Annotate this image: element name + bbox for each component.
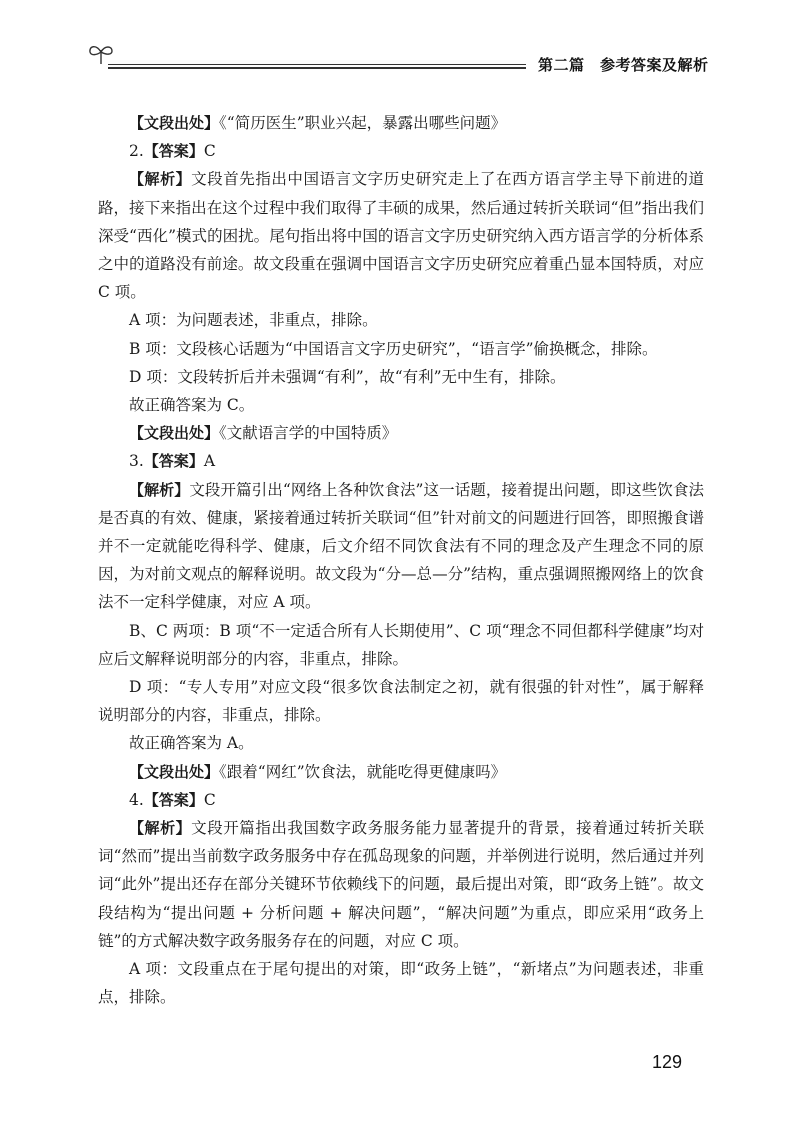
option-paragraph: B 项：文段核心话题为“中国语言文字历史研究”，“语言学”偷换概念，排除。: [129, 339, 658, 358]
answer-paragraph: 2.【答案】C: [129, 142, 216, 161]
option-paragraph: A 项：为问题表述，非重点，排除。: [129, 311, 378, 330]
conclusion-paragraph: 故正确答案为 C。: [129, 396, 255, 415]
sprout-icon: [86, 40, 116, 66]
analysis-paragraph: 【解析】文段开篇引出“网络上各种饮食法”这一话题，接着提出问题，即这些饮食法是否真的有效、健康，紧接着通过转折关联词“但”针对前文的问题进行回答，即照搬食谱并不一定就能吃得科学、健康，后文介绍不同饮食法有不同的理念及产生理念不同的原因，为对前文观点的解释说明。故文段为“分—总—分”结构，重点强调照搬网络上的饮食法不一定科学健康，对应 A 项。: [98, 480, 704, 612]
answer-paragraph: 4.【答案】C: [129, 790, 216, 809]
source-paragraph: 【文段出处】《“简历医生”职业兴起，暴露出哪些问题》: [129, 114, 507, 132]
header-rule-thick: [108, 67, 526, 69]
source-paragraph: 【文段出处】《文献语言学的中国特质》: [129, 424, 398, 443]
option-paragraph: A 项：文段重点在于尾句提出的对策，即“政务上链”，“新堵点”为问题表述，非重点，排除。: [98, 960, 704, 1007]
analysis-paragraph: 【解析】文段开篇指出我国数字政务服务能力显著提升的背景，接着通过转折关联词“然而”提出当前数字政务服务中存在孤岛现象的问题，并举例进行说明，然后通过并列词“此外”提出还存在部分关键环节依赖线下的问题，最后提出对策，即“政务上链”。故文段结构为“提出问题 + 分析问题 + 解决问题”，“解决问题”为重点，即应采用“政务上链”的方式解决数字政务服务存在的问题，对应 C 项。: [98, 819, 704, 950]
conclusion-paragraph: 故正确答案为 A。: [129, 734, 254, 753]
answer-paragraph: 3.【答案】A: [129, 452, 216, 471]
page-number: 129: [652, 1052, 683, 1072]
header-rule: [108, 64, 526, 65]
answer-content: [98, 109, 704, 1012]
section-title: 第二篇 参考答案及解析: [538, 56, 709, 74]
analysis-paragraph: 【解析】文段首先指出中国语言文字历史研究走上了在西方语言学主导下前进的道路，接下来指出在这个过程中我们取得了丰硕的成果，然后通过转折关联词“但”指出我们深受“西化”模式的困扰。尾句指出将中国的语言文字历史研究纳入西方语言学的分析体系之中的道路没有前途。故文段重在强调中国语言文字历史研究应着重凸显本国特质，对应 C 项。: [98, 170, 704, 302]
option-paragraph: D 项：“专人专用”对应文段“很多饮食法制定之初，就有很强的针对性”，属于解释说明部分的内容，非重点，排除。: [98, 678, 704, 725]
option-paragraph: B、C 两项：B 项“不一定适合所有人长期使用”、C 项“理念不同但都科学健康”均对应后文解释说明部分的内容，非重点，排除。: [98, 621, 704, 668]
source-paragraph: 【文段出处】《跟着“网红”饮食法，就能吃得更健康吗》: [129, 762, 507, 781]
page-header: [0, 0, 800, 90]
option-paragraph: D 项：文段转折后并未强调“有利”，故“有利”无中生有，排除。: [129, 367, 566, 386]
